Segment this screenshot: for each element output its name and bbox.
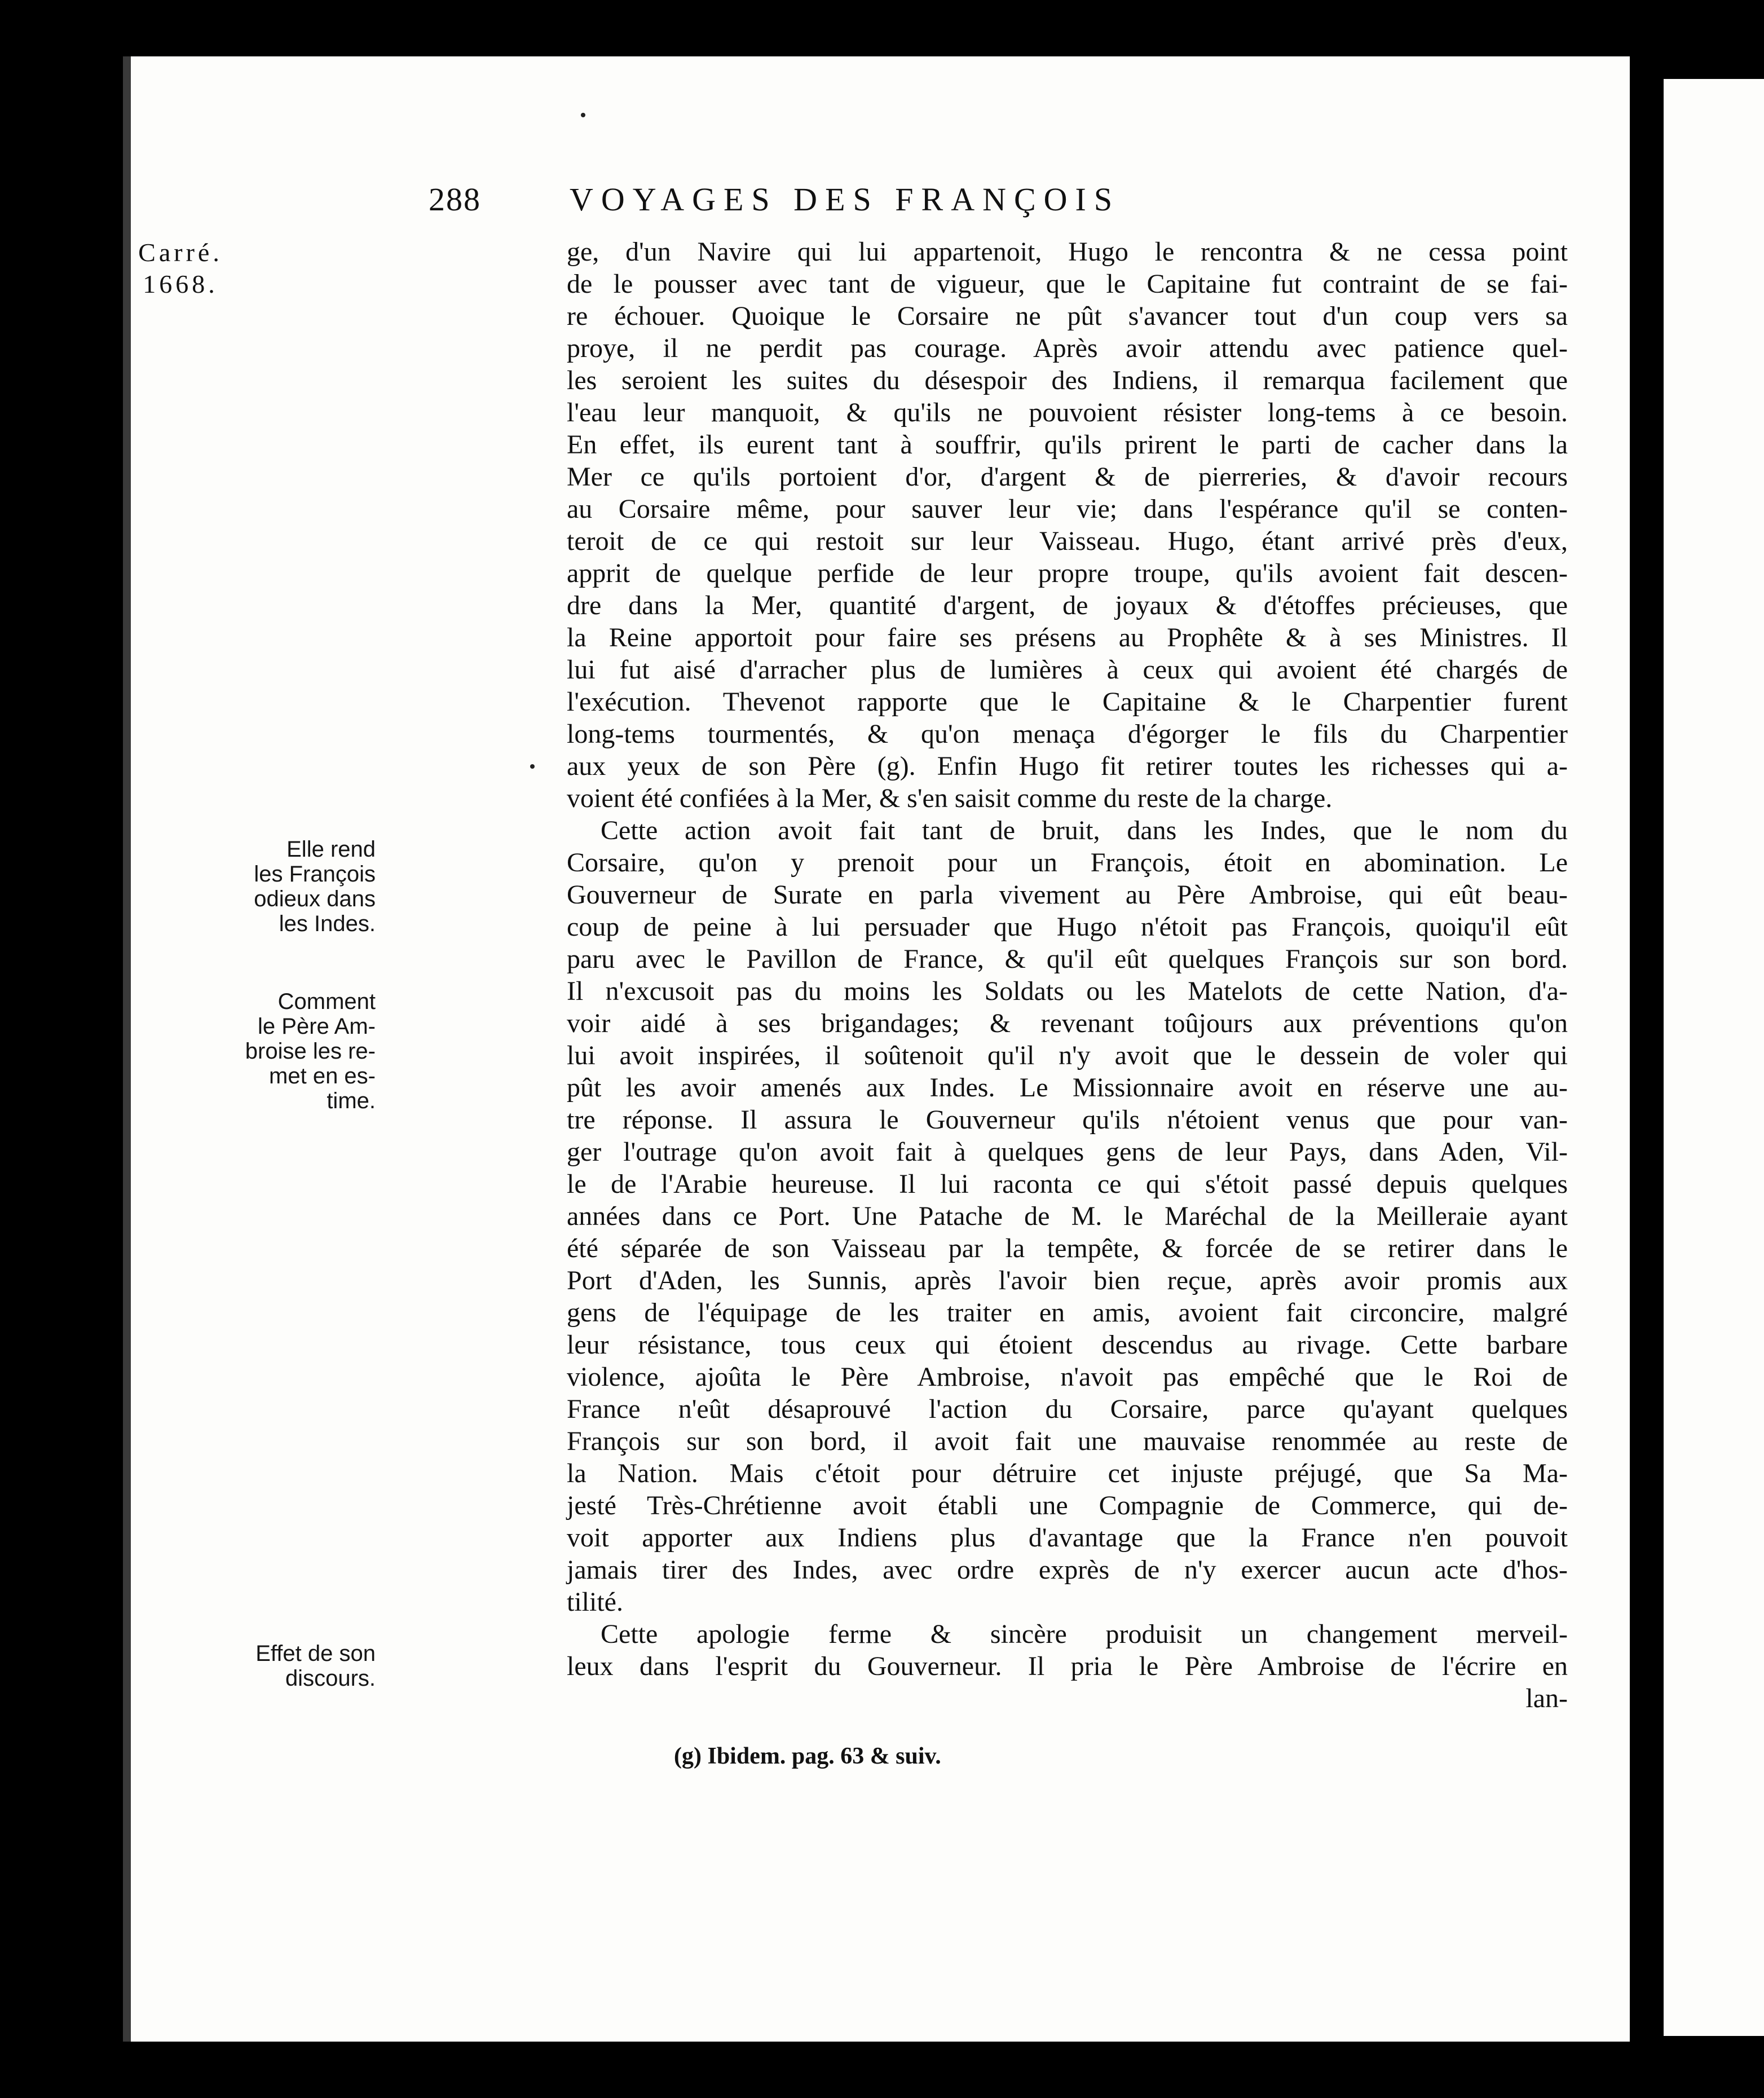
text-line: voit apporter aux Indiens plus d'avantage que la France n'en pouvoit: [567, 1523, 1568, 1553]
margin-author: Carré.: [138, 238, 223, 267]
footnote: (g) Ibidem. pag. 63 & suiv.: [674, 1743, 941, 1769]
text-line: dre dans la Mer, quantité d'argent, de joyaux & d'étoffes précieuses, que: [567, 590, 1568, 620]
text-line: Il n'excusoit pas du moins les Soldats ou les Matelots de cette Nation, d'a-: [567, 976, 1568, 1006]
text-line: lui fut aisé d'arracher plus de lumières à ceux qui avoient été chargés de: [567, 655, 1568, 685]
running-head: [429, 180, 1455, 231]
page-title: VOYAGES DES FRANÇOIS: [570, 181, 1121, 218]
margin-note-line: broise les re-: [245, 1039, 376, 1064]
margin-note-line: le Père Am-: [258, 1014, 376, 1039]
text-line: teroit de ce qui restoit sur leur Vaisseau. Hugo, étant arrivé près d'eux,: [567, 526, 1568, 556]
margin-note-line: les François: [254, 862, 376, 887]
margin-note-line: time.: [327, 1088, 376, 1113]
margin-note-estime: [0, 989, 376, 1113]
text-line: jamais tirer des Indes, avec ordre exprès de n'y exercer aucun acte d'hos-: [567, 1555, 1568, 1585]
text-line: pût les avoir amenés aux Indes. Le Missionnaire avoit en réserve une au-: [567, 1073, 1568, 1103]
text-line: jesté Très-Chrétienne avoit établi une Compagnie de Commerce, qui de-: [567, 1491, 1568, 1520]
text-line: années dans ce Port. Une Patache de M. le Maréchal de la Meilleraie ayant: [567, 1201, 1568, 1231]
text-line: Gouverneur de Surate en parla vivement au Père Ambroise, qui eût beau-: [567, 880, 1568, 910]
text-line: Cette action avoit fait tant de bruit, dans les Indes, que le nom du: [601, 816, 1568, 845]
facing-page-edge: [1664, 79, 1764, 2036]
text-line: la Reine apportoit pour faire ses présens au Prophête & à ses Ministres. Il: [567, 623, 1568, 653]
text-line: coup de peine à lui persuader que Hugo n'étoit pas François, quoiqu'il eût: [567, 912, 1568, 942]
text-line: les seroient les suites du désespoir des Indiens, il remarqua facilement que: [567, 365, 1568, 395]
text-line: tre réponse. Il assura le Gouverneur qu'ils n'étoient venus que pour van-: [567, 1105, 1568, 1135]
text-line: Cette apologie ferme & sincère produisit un changement merveil-: [601, 1619, 1568, 1649]
text-line: proye, il ne perdit pas courage. Après avoir attendu avec patience quel-: [567, 333, 1568, 363]
text-line: François sur son bord, il avoit fait une mauvaise renommée au reste de: [567, 1426, 1568, 1456]
text-line: lui avoit inspirées, il soûtenoit qu'il n'y avoit que le dessein de voler qui: [567, 1041, 1568, 1070]
margin-note-line: Comment: [277, 989, 376, 1014]
text-line: violence, ajoûta le Père Ambroise, n'avoit pas empêché que le Roi de: [567, 1362, 1568, 1392]
margin-note-line: discours.: [285, 1666, 376, 1691]
text-line: été séparée de son Vaisseau par la tempête, & forcée de se retirer dans le: [567, 1233, 1568, 1263]
margin-date: [0, 237, 361, 300]
text-line: long-tems tourmentés, & qu'on menaça d'égorger le fils du Charpentier: [567, 719, 1568, 749]
ink-speck: [530, 764, 535, 769]
text-line: le de l'Arabie heureuse. Il lui raconta ce qui s'étoit passé depuis quelques: [567, 1169, 1568, 1199]
text-line: gens de l'équipage de les traiter en amis, avoient fait circoncire, malgré: [567, 1298, 1568, 1328]
margin-note-discours: [0, 1641, 376, 1691]
text-line: au Corsaire même, pour sauver leur vie; dans l'espérance qu'il se conten-: [567, 494, 1568, 524]
text-line: apprit de quelque perfide de leur propre troupe, qu'ils avoient fait descen-: [567, 558, 1568, 588]
text-line: de le pousser avec tant de vigueur, que le Capitaine fut contraint de se fai-: [567, 269, 1568, 299]
ink-speck: [581, 113, 585, 117]
text-line: voir aidé à ses brigandages; & revenant toûjours aux préventions qu'on: [567, 1008, 1568, 1038]
text-line: France n'eût désaprouvé l'action du Corsaire, parce qu'ayant quelques: [567, 1394, 1568, 1424]
body-text: [567, 236, 1568, 1714]
margin-note-line: met en es-: [269, 1064, 376, 1088]
text-line: leux dans l'esprit du Gouverneur. Il pria le Père Ambroise de l'écrire en: [567, 1651, 1568, 1681]
text-line: l'exécution. Thevenot rapporte que le Capitaine & le Charpentier furent: [567, 687, 1568, 717]
text-line: re échouer. Quoique le Corsaire ne pût s'avancer tout d'un coup vers sa: [567, 301, 1568, 331]
page-number: 288: [429, 181, 481, 218]
text-line: ge, d'un Navire qui lui appartenoit, Hugo le rencontra & ne cessa point: [567, 237, 1568, 267]
text-line: Corsaire, qu'on y prenoit pour un François, étoit en abomination. Le: [567, 848, 1568, 878]
text-line: leur résistance, tous ceux qui étoient descendus au rivage. Cette barbare: [567, 1330, 1568, 1360]
text-line: Port d'Aden, les Sunnis, après l'avoir bien reçue, après avoir promis aux: [567, 1266, 1568, 1295]
margin-note-odieux: [0, 837, 376, 936]
text-line: aux yeux de son Père (g). Enfin Hugo fit retirer toutes les richesses qui a-: [567, 751, 1568, 781]
text-line: l'eau leur manquoit, & qu'ils ne pouvoient résister long-tems à ce besoin.: [567, 398, 1568, 427]
margin-note-line: odieux dans: [254, 887, 376, 911]
margin-note-line: Effet de son: [255, 1641, 376, 1666]
margin-note-line: Elle rend: [286, 837, 376, 862]
margin-year: 1668.: [143, 270, 218, 298]
text-line: paru avec le Pavillon de France, & qu'il eût quelques François sur son bord.: [567, 944, 1568, 974]
text-line: En effet, ils eurent tant à souffrir, qu'ils prirent le parti de cacher dans la: [567, 430, 1568, 460]
text-line: lan-: [1525, 1683, 1568, 1713]
text-line: ger l'outrage qu'on avoit fait à quelques gens de leur Pays, dans Aden, Vil-: [567, 1137, 1568, 1167]
text-line: voient été confiées à la Mer, & s'en saisit comme du reste de la charge.: [567, 783, 1333, 813]
text-line: Mer ce qu'ils portoient d'or, d'argent & de pierreries, & d'avoir recours: [567, 462, 1568, 492]
text-line: la Nation. Mais c'étoit pour détruire cet injuste préjugé, que Sa Ma-: [567, 1458, 1568, 1488]
margin-note-line: les Indes.: [279, 911, 376, 936]
text-line: tilité.: [567, 1587, 623, 1617]
